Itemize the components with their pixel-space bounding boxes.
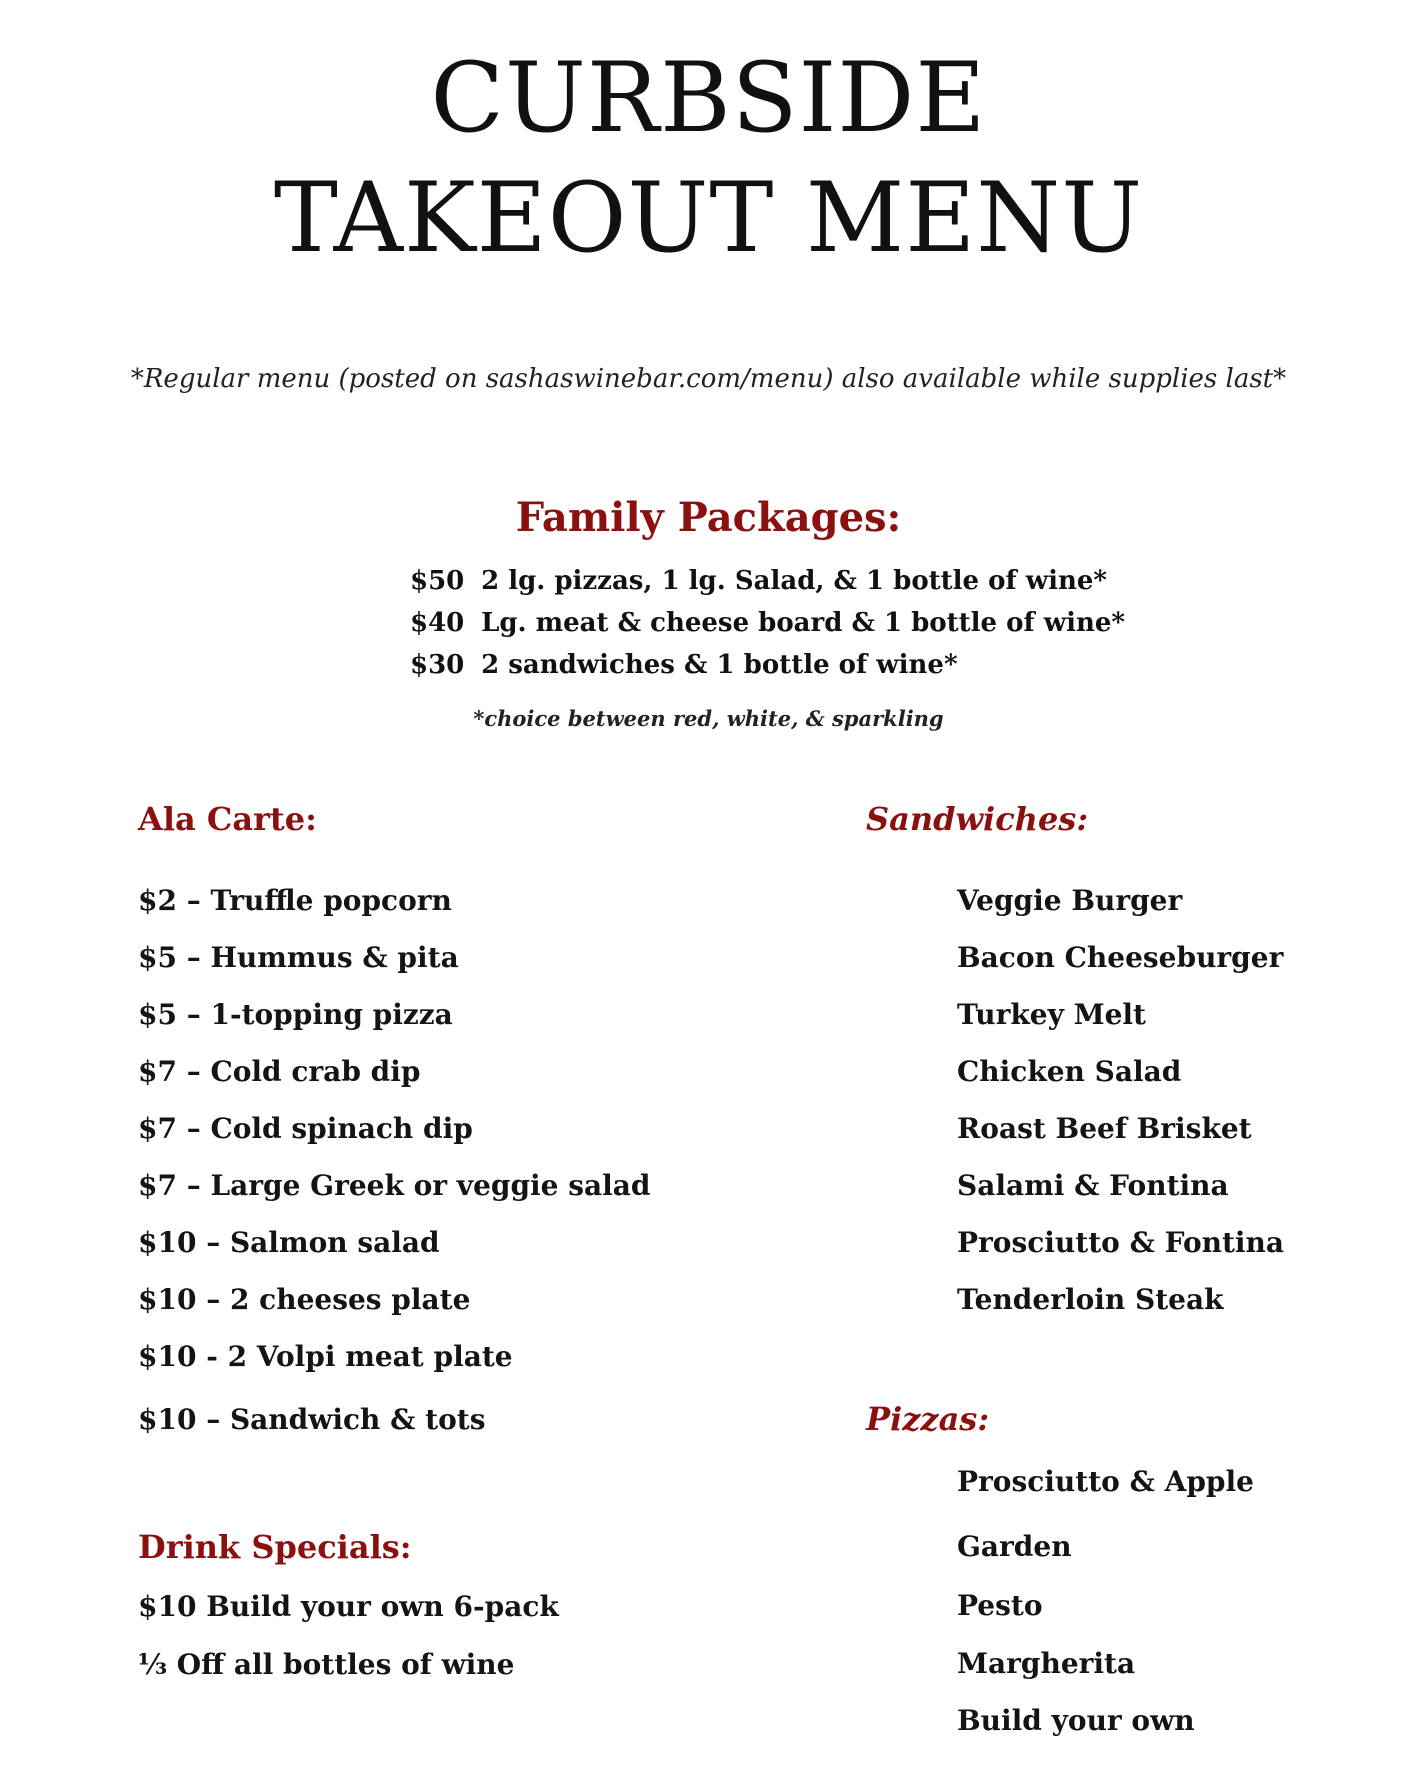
sandwich-item: Prosciutto & Fontina: [957, 1226, 1285, 1259]
sandwich-item: Veggie Burger: [957, 884, 1183, 917]
ala-carte-item: $10 – 2 cheeses plate: [138, 1283, 471, 1316]
page-title-line-1: CURBSIDE: [430, 42, 987, 154]
sandwiches-heading: Sandwiches:: [866, 800, 1089, 838]
family-packages-list: [410, 560, 1125, 686]
regular-menu-notice: *Regular menu (posted on sashaswinebar.com/menu) also available while supplies last*: [130, 364, 1287, 394]
ala-carte-item: $5 – Hummus & pita: [138, 941, 459, 974]
family-package-item: [410, 560, 1125, 602]
ala-carte-item: $7 – Cold spinach dip: [138, 1112, 473, 1145]
family-packages-heading: Family Packages:: [515, 494, 902, 541]
sandwich-item: Tenderloin Steak: [957, 1283, 1224, 1316]
sandwich-item: Roast Beef Brisket: [957, 1112, 1252, 1145]
package-price: $30: [410, 650, 465, 680]
family-package-item: [410, 644, 1125, 686]
pizzas-heading: Pizzas:: [866, 1400, 990, 1438]
ala-carte-item: $10 – Sandwich & tots: [138, 1403, 486, 1436]
pizza-item: Margherita: [957, 1647, 1136, 1680]
package-description: 2 lg. pizzas, 1 lg. Salad, & 1 bottle of wine*: [481, 566, 1108, 596]
ala-carte-item: $7 – Large Greek or veggie salad: [138, 1169, 651, 1202]
drink-specials-heading: Drink Specials:: [138, 1528, 412, 1566]
pizza-item: Prosciutto & Apple: [957, 1465, 1254, 1498]
ala-carte-item: $5 – 1-topping pizza: [138, 998, 453, 1031]
package-description: Lg. meat & cheese board & 1 bottle of wine*: [481, 608, 1126, 638]
pizza-item: Build your own: [957, 1704, 1195, 1737]
sandwich-item: Chicken Salad: [957, 1055, 1182, 1088]
wine-choice-note: *choice between red, white, & sparkling: [473, 706, 944, 731]
drink-special-item: $10 Build your own 6-pack: [138, 1590, 559, 1623]
page-title-line-2: TAKEOUT MENU: [273, 162, 1144, 274]
family-package-item: [410, 602, 1125, 644]
package-price: $50: [410, 566, 465, 596]
drink-special-item: ⅓ Off all bottles of wine: [138, 1648, 515, 1681]
ala-carte-heading: Ala Carte:: [138, 800, 317, 838]
package-price: $40: [410, 608, 465, 638]
ala-carte-item: $2 – Truffle popcorn: [138, 884, 452, 917]
ala-carte-item: $7 – Cold crab dip: [138, 1055, 421, 1088]
pizza-item: Garden: [957, 1530, 1072, 1563]
sandwich-item: Bacon Cheeseburger: [957, 941, 1284, 974]
pizza-item: Pesto: [957, 1589, 1043, 1622]
sandwich-item: Turkey Melt: [957, 998, 1146, 1031]
package-description: 2 sandwiches & 1 bottle of wine*: [481, 650, 958, 680]
ala-carte-item: $10 – Salmon salad: [138, 1226, 440, 1259]
sandwich-item: Salami & Fontina: [957, 1169, 1229, 1202]
ala-carte-item: $10 - 2 Volpi meat plate: [138, 1340, 513, 1373]
